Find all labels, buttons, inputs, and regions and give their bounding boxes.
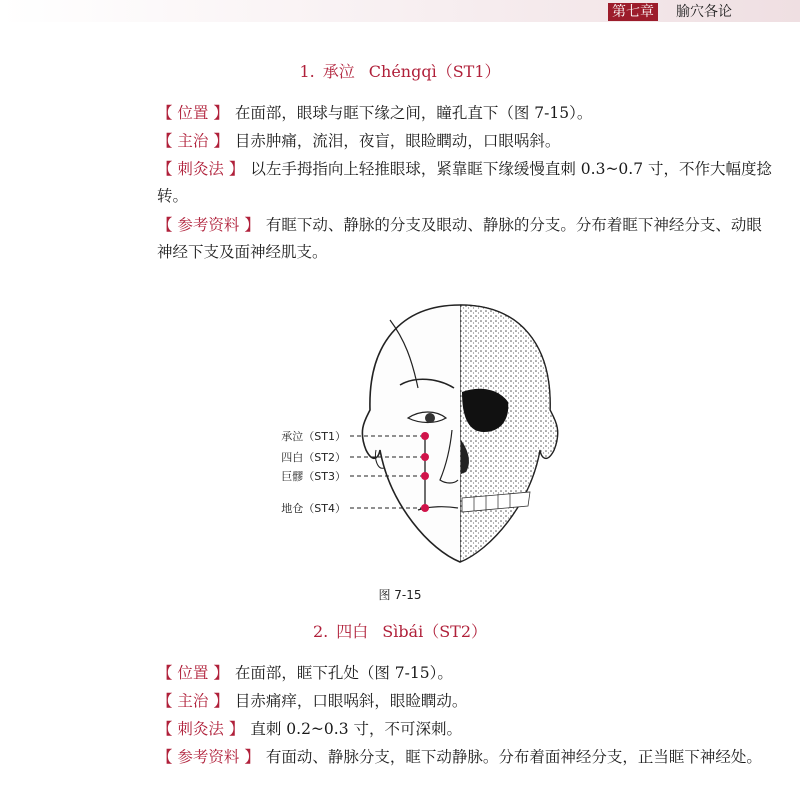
indication-paragraph <box>157 688 777 715</box>
section-heading-st1 <box>0 61 800 83</box>
location-paragraph <box>157 100 777 127</box>
point-pinyin: Chéngqì（ST1） <box>368 62 501 81</box>
section-title: 腧穴各论 <box>676 4 732 20</box>
section-number: 1. <box>299 62 315 81</box>
header-bar <box>0 0 800 22</box>
acupoint-st3-label: 巨髎（ST3） <box>281 470 346 483</box>
indication-tag: 【 主治 】 <box>157 132 229 150</box>
indication-text: 目赤肿痛，流泪，夜盲，眼睑瞤动，口眼㖞斜。 <box>234 132 561 150</box>
location-paragraph <box>157 660 777 687</box>
section-number: 2. <box>312 622 329 641</box>
reference-tag: 【 参考资料 】 <box>157 216 260 234</box>
point-name: 承泣 <box>322 62 355 81</box>
acupoint-st1-marker <box>421 432 429 440</box>
acupoint-st2-label: 四白（ST2） <box>281 451 346 464</box>
acupoint-st4-label: 地仓（ST4） <box>281 502 346 515</box>
point-name: 四白 <box>336 622 369 641</box>
section-heading-st2 <box>0 621 800 643</box>
reference-paragraph <box>157 212 777 266</box>
indication-tag: 【 主治 】 <box>157 692 229 710</box>
chapter-label: 第七章 <box>608 3 658 21</box>
location-text: 在面部，眶下孔处（图 7-15）。 <box>234 664 453 682</box>
point-pinyin: Sìbái（ST2） <box>382 622 488 641</box>
indication-text: 目赤痛痒，口眼㖞斜，眼睑瞤动。 <box>234 692 468 710</box>
method-text: 以左手拇指向上轻推眼球，紧靠眶下缘缓慢直刺 0.3~0.7 寸，不作大幅度捻转。 <box>157 160 773 205</box>
method-tag: 【 刺灸法 】 <box>157 720 245 738</box>
acupoint-st1-label: 承泣（ST1） <box>281 430 346 443</box>
reference-text: 有面动、静脉分支，眶下动静脉。分布着面神经分支，正当眶下神经处。 <box>265 748 762 766</box>
method-text: 直刺 0.2~0.3 寸，不可深刺。 <box>250 720 463 738</box>
location-tag: 【 位置 】 <box>157 664 229 682</box>
indication-paragraph <box>157 128 777 155</box>
method-paragraph <box>157 716 777 743</box>
face-skull-illustration <box>240 300 570 590</box>
face-figure <box>240 300 570 590</box>
acupoint-st3-marker <box>421 472 429 480</box>
figure-caption: 图 7-15 <box>378 588 422 602</box>
acupoint-st2-marker <box>421 453 429 461</box>
location-text: 在面部，眼球与眶下缘之间，瞳孔直下（图 7-15）。 <box>234 104 593 122</box>
method-paragraph <box>157 156 777 210</box>
method-tag: 【 刺灸法 】 <box>157 160 245 178</box>
reference-tag: 【 参考资料 】 <box>157 748 260 766</box>
acupoint-st4-marker <box>421 504 429 512</box>
reference-paragraph <box>157 744 777 771</box>
location-tag: 【 位置 】 <box>157 104 229 122</box>
reference-text: 有眶下动、静脉的分支及眼动、静脉的分支。分布着眶下神经分支、动眼神经下支及面神经肌支。 <box>157 216 762 261</box>
